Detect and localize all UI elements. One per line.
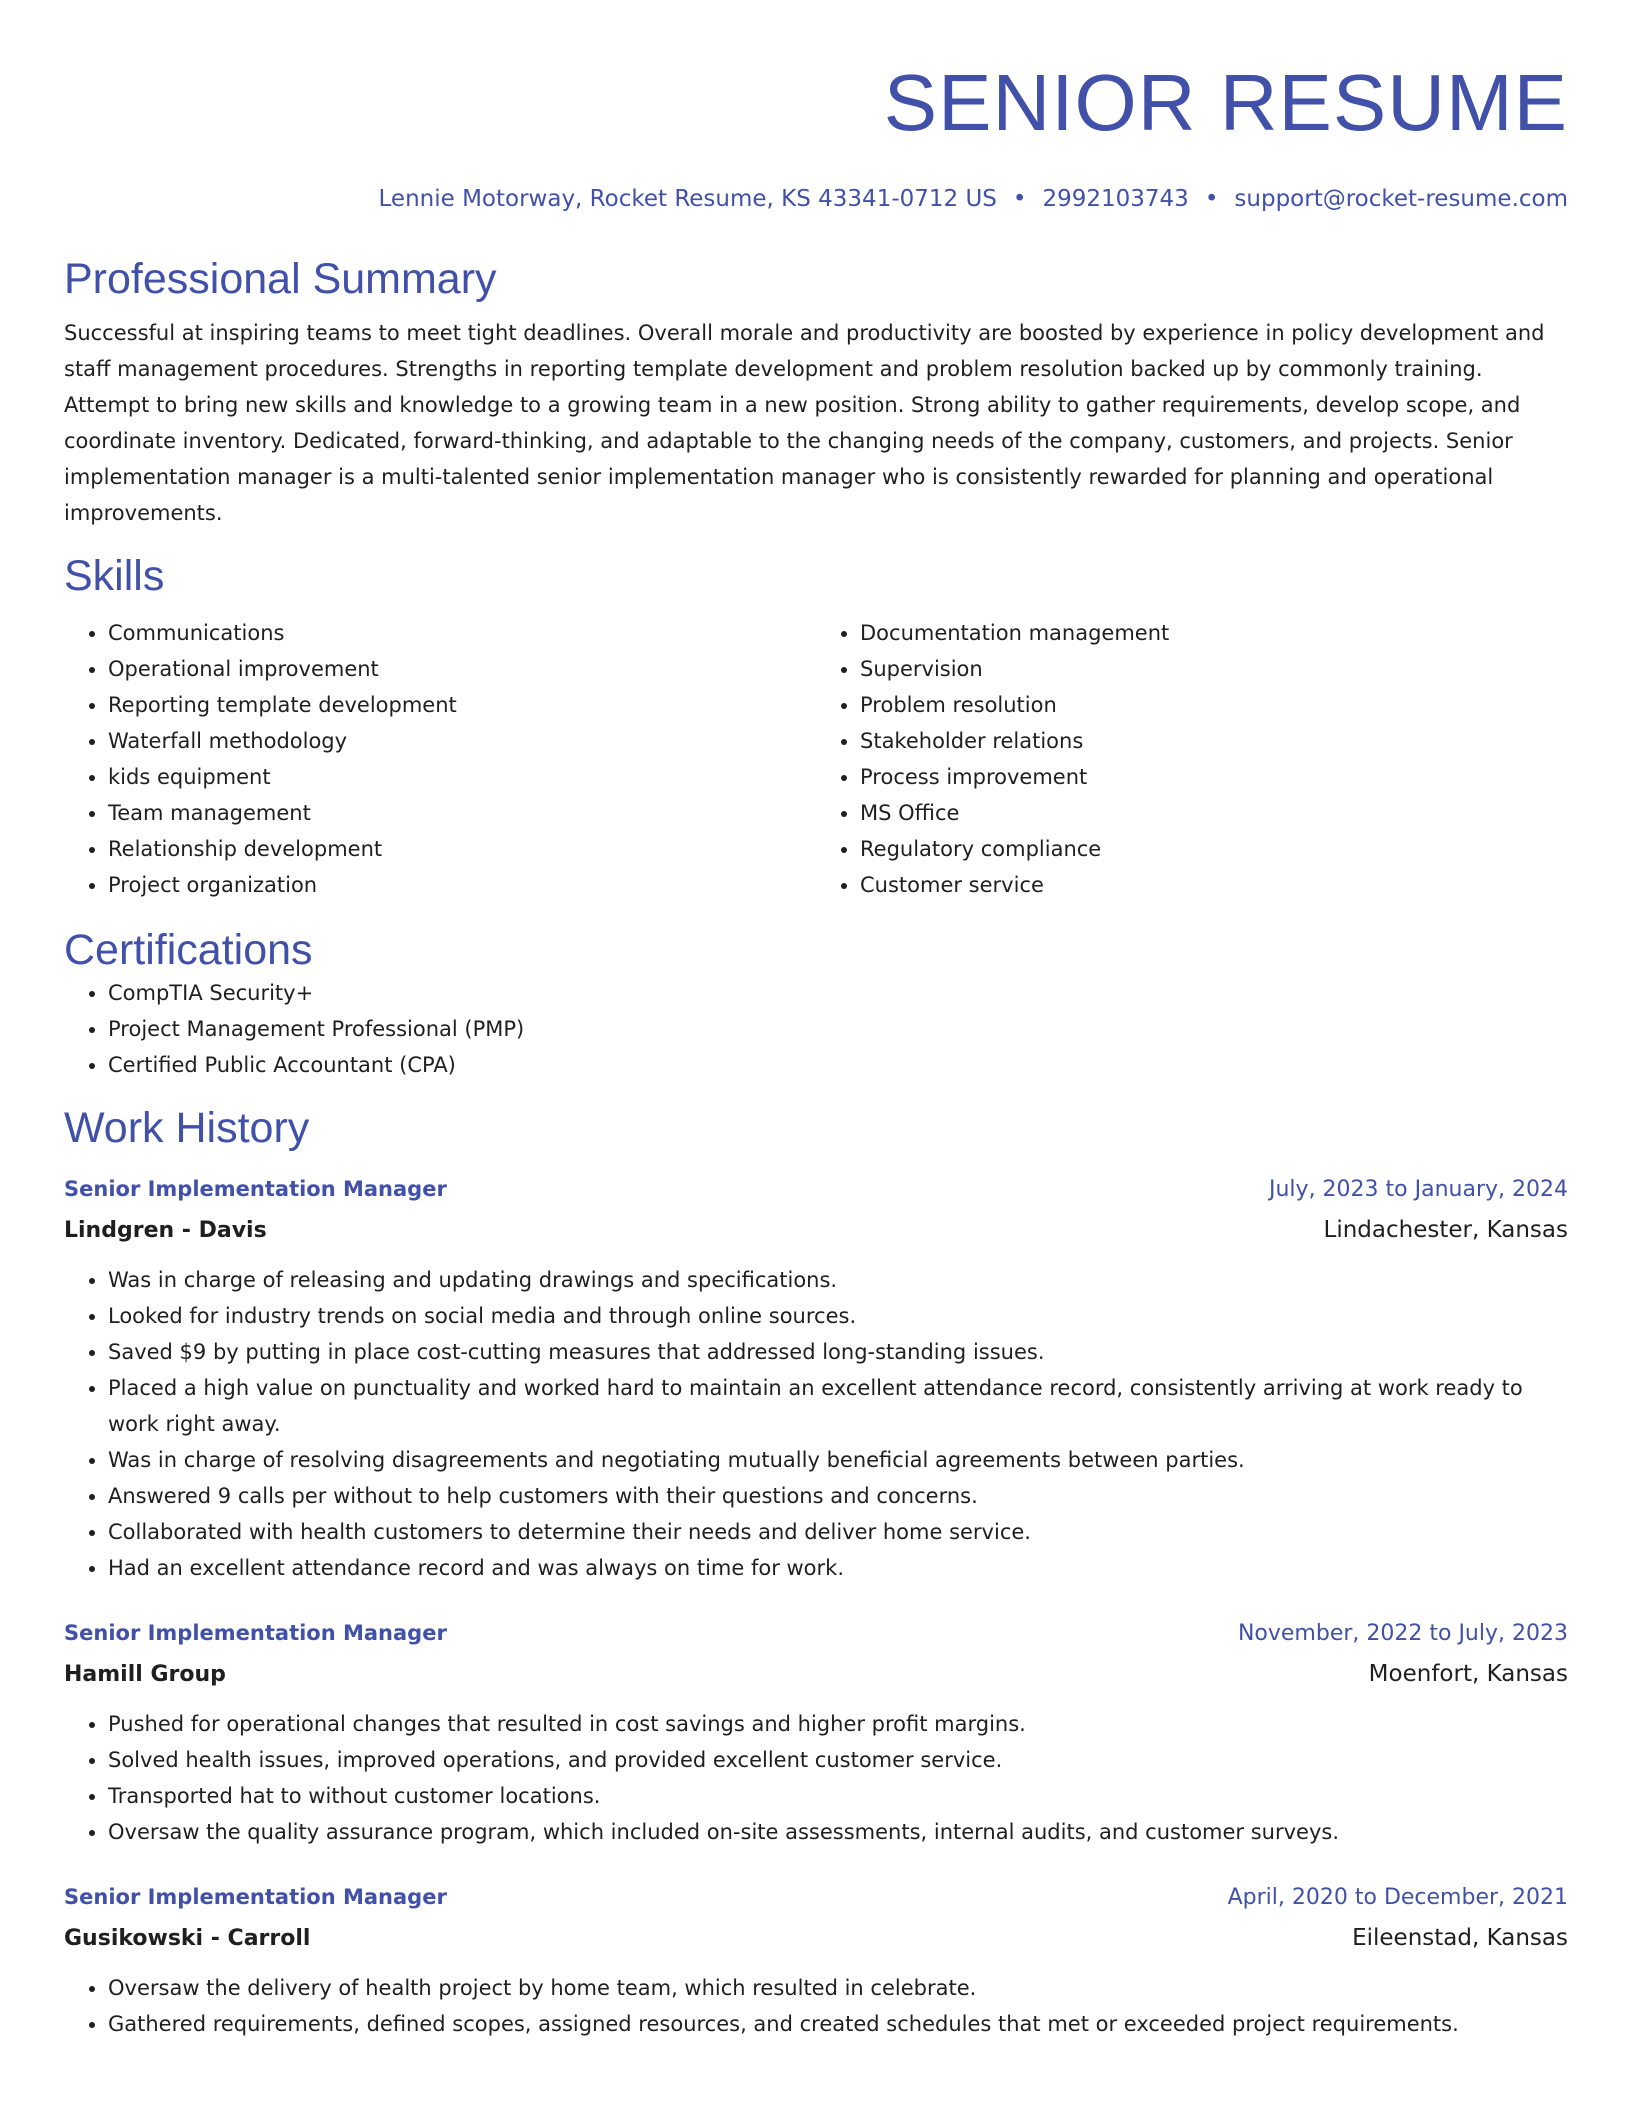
job-duties [64, 1706, 1568, 1850]
skill-item: • Problem resolution [860, 687, 1568, 723]
certifications-list [64, 975, 1568, 1083]
duty-item: • Oversaw the quality assurance program, which included on-site assessments, internal audits, and customer surveys. [108, 1814, 1568, 1850]
skill-item: • Process improvement [860, 759, 1568, 795]
skills-heading: Skills [64, 552, 165, 600]
duty-item: • Answered 9 calls per without to help customers with their questions and concerns. [108, 1478, 1568, 1514]
duty-item: • Collaborated with health customers to determine their needs and deliver home service. [108, 1514, 1568, 1550]
job-title: Senior Implementation Manager [64, 1177, 447, 1201]
contact-separator: • [1204, 186, 1219, 212]
skills-list-left [64, 615, 816, 903]
job-entry [64, 1171, 1568, 1586]
job-dates: November, 2022 to July, 2023 [1237, 1621, 1568, 1646]
duty-item: • Gathered requirements, defined scopes, assigned resources, and created schedules that met or exceeded project requirements. [108, 2006, 1568, 2042]
summary-text: Successful at inspiring teams to meet tight deadlines. Overall morale and productivity are boosted by experience in policy development and staff management procedures. Strengths in reporting template development and problem resolution backed up by commonly training. Attempt to bring new skills and knowledge to a growing team in a new position. Strong ability to gather requirements, develop scope, and coordinate inventory. Dedicated, forward-thinking, and adaptable to the changing needs of the company, customers, and projects. Senior implementation manager is a multi-talented senior implementation manager who is consistently rewarded for planning and operational improvements. [64, 321, 1545, 525]
skill-item: • MS Office [860, 795, 1568, 831]
skill-item: • Relationship development [108, 831, 816, 867]
skill-item: • Regulatory compliance [860, 831, 1568, 867]
job-duties [64, 1262, 1568, 1586]
company-name: Hamill Group [64, 1662, 226, 1687]
job-dates: July, 2023 to January, 2024 [1269, 1177, 1568, 1202]
skill-item: • kids equipment [108, 759, 816, 795]
resume-page [64, 0, 1568, 2042]
duty-item: • Saved $9 by putting in place cost-cutting measures that addressed long-standing issues. [108, 1334, 1568, 1370]
duty-item: • Had an excellent attendance record and was always on time for work. [108, 1550, 1568, 1586]
skill-item: • Operational improvement [108, 651, 816, 687]
skill-item: • Customer service [860, 867, 1568, 903]
duty-item: • Looked for industry trends on social media and through online sources. [108, 1298, 1568, 1334]
skills-list-right [816, 615, 1568, 903]
job-location: Lindachester, Kansas [1323, 1217, 1568, 1243]
email-link[interactable]: support@rocket-resume.com [1234, 186, 1568, 212]
skill-item: • Project organization [108, 867, 816, 903]
skills-columns [64, 615, 1568, 903]
duty-item: • Placed a high value on punctuality and worked hard to maintain an excellent attendance record, consistently arriving at work ready to work right away. [108, 1370, 1568, 1442]
summary-heading: Professional Summary [64, 255, 497, 303]
job-entry [64, 1879, 1568, 2042]
duty-item: • Solved health issues, improved operations, and provided excellent customer service. [108, 1742, 1568, 1778]
certifications-heading: Certifications [64, 926, 313, 974]
job-location: Eileenstad, Kansas [1352, 1925, 1568, 1951]
job-location: Moenfort, Kansas [1368, 1661, 1568, 1687]
certification-item: • Project Management Professional (PMP) [108, 1011, 1568, 1047]
job-dates: April, 2020 to December, 2021 [1227, 1885, 1568, 1910]
company-name: Gusikowski - Carroll [64, 1926, 311, 1951]
job-duties [64, 1970, 1568, 2042]
duty-item: • Was in charge of releasing and updating drawings and specifications. [108, 1262, 1568, 1298]
contact-separator: • [1012, 186, 1027, 212]
skill-item: • Reporting template development [108, 687, 816, 723]
duty-item: • Pushed for operational changes that resulted in cost savings and higher profit margins. [108, 1706, 1568, 1742]
job-entry [64, 1615, 1568, 1850]
address: Lennie Motorway, Rocket Resume, KS 43341-0712 US [378, 186, 997, 212]
skill-item: • Waterfall methodology [108, 723, 816, 759]
skill-item: • Communications [108, 615, 816, 651]
skill-item: • Documentation management [860, 615, 1568, 651]
duty-item: • Transported hat to without customer locations. [108, 1778, 1568, 1814]
skill-item: • Stakeholder relations [860, 723, 1568, 759]
certification-item: • Certified Public Accountant (CPA) [108, 1047, 1568, 1083]
job-title: Senior Implementation Manager [64, 1885, 447, 1909]
job-title: Senior Implementation Manager [64, 1621, 447, 1645]
certification-item: • CompTIA Security+ [108, 975, 1568, 1011]
contact-line [64, 184, 1568, 214]
skill-item: • Team management [108, 795, 816, 831]
work-history-heading: Work History [64, 1104, 310, 1152]
company-name: Lindgren - Davis [64, 1218, 267, 1243]
phone: 2992103743 [1042, 186, 1189, 212]
skill-item: • Supervision [860, 651, 1568, 687]
duty-item: • Oversaw the delivery of health project by home team, which resulted in celebrate. [108, 1970, 1568, 2006]
resume-title: SENIOR RESUME [883, 58, 1568, 147]
duty-item: • Was in charge of resolving disagreements and negotiating mutually beneficial agreements between parties. [108, 1442, 1568, 1478]
